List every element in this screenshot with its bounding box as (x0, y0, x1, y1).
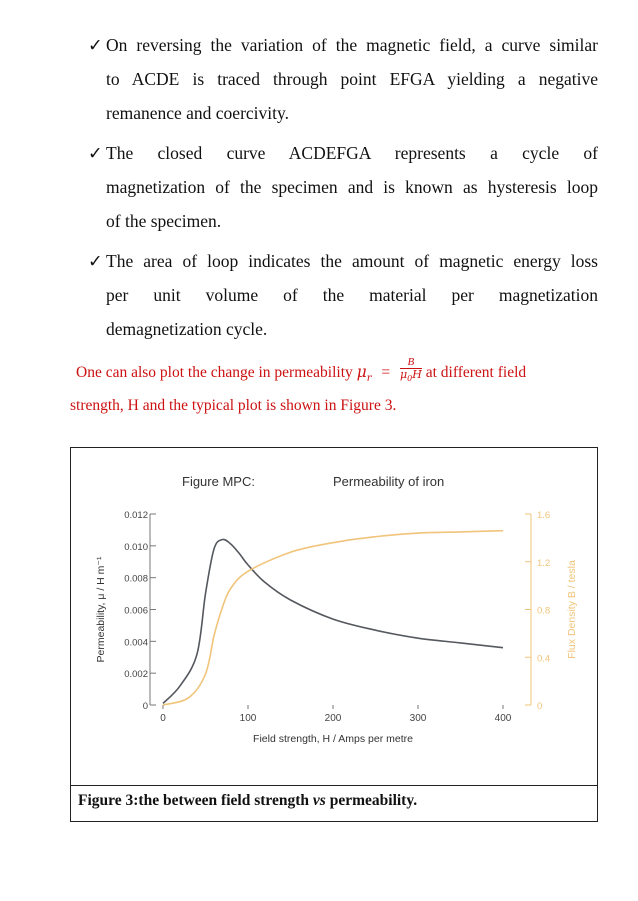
chart-title: Figure MPC: (182, 474, 255, 489)
bullet-2-line-3: of the specimen. (106, 211, 222, 231)
bullet-3-line-2: per unit volume of the material per magnetization (106, 285, 598, 305)
permeability-series-line (163, 539, 503, 703)
x-tick-label: 200 (324, 713, 342, 724)
checkmark-icon: ✓ (88, 251, 103, 271)
y-tick-label: 0.006 (124, 605, 148, 617)
y-axis-label: Permeability, μ / H m⁻¹ (95, 556, 107, 663)
y-tick-label: 0.008 (124, 573, 148, 585)
checkmark-icon: ✓ (88, 35, 103, 55)
y-tick-label: 0.010 (124, 541, 148, 553)
bullet-1-line-2: to ACDE is traced through point EFGA yielding a negative (106, 69, 598, 89)
bullet-2-line-2: magnetization of the specimen and is known as hysteresis loop (106, 177, 598, 197)
y-tick-label: 0.004 (124, 637, 148, 649)
bullet-3-line-1: The area of loop indicates the amount of magnetic energy loss (106, 251, 598, 271)
y-tick-label: 0 (142, 701, 148, 712)
paragraph-line-2: strength, H and the typical plot is shown in Figure 3. (70, 397, 397, 414)
x-tick-label: 300 (409, 713, 427, 724)
checkmark-icon: ✓ (88, 143, 103, 163)
permeability-chart (72, 449, 596, 784)
y2-axis-label: Flux Density B / tesla (566, 560, 578, 659)
chart-subtitle: Permeability of iron (333, 474, 445, 489)
x-tick-label: 400 (494, 713, 512, 724)
y-tick-label: 0.012 (124, 510, 148, 521)
flux-density-series-line (163, 531, 503, 705)
bullet-1-line-1: On reversing the variation of the magnetic field, a curve similar (106, 35, 598, 55)
x-tick-label: 100 (239, 713, 257, 724)
y2-tick-label: 0.8 (537, 605, 551, 617)
x-tick-label: 0 (160, 713, 166, 724)
bullet-1-line-3: remanence and coercivity. (106, 103, 289, 123)
y2-tick-label: 0.4 (537, 653, 551, 665)
figure-caption: Figure 3:the between field strength vs permeability. (70, 785, 598, 822)
y2-tick-label: 0 (537, 701, 543, 712)
paragraph-line-1: One can also plot the change in permeability $\mu_r$ = $\frac{B}{\mu_0H}$ at different field (76, 356, 527, 385)
bullet-3-line-3: demagnetization cycle. (106, 319, 268, 339)
x-axis-label: Field strength, H / Amps per metre (253, 733, 413, 745)
mu-r-symbol: $\mu_r$ (356, 363, 372, 385)
y2-tick-label: 1.2 (537, 557, 551, 569)
y-tick-label: 0.002 (124, 669, 148, 681)
bullet-2-line-1: The closed curve ACDEFGA represents a cycle of (106, 143, 598, 163)
y2-tick-label: 1.6 (537, 510, 551, 521)
fraction: $\frac{B}{\mu_0H}$ (400, 356, 422, 384)
